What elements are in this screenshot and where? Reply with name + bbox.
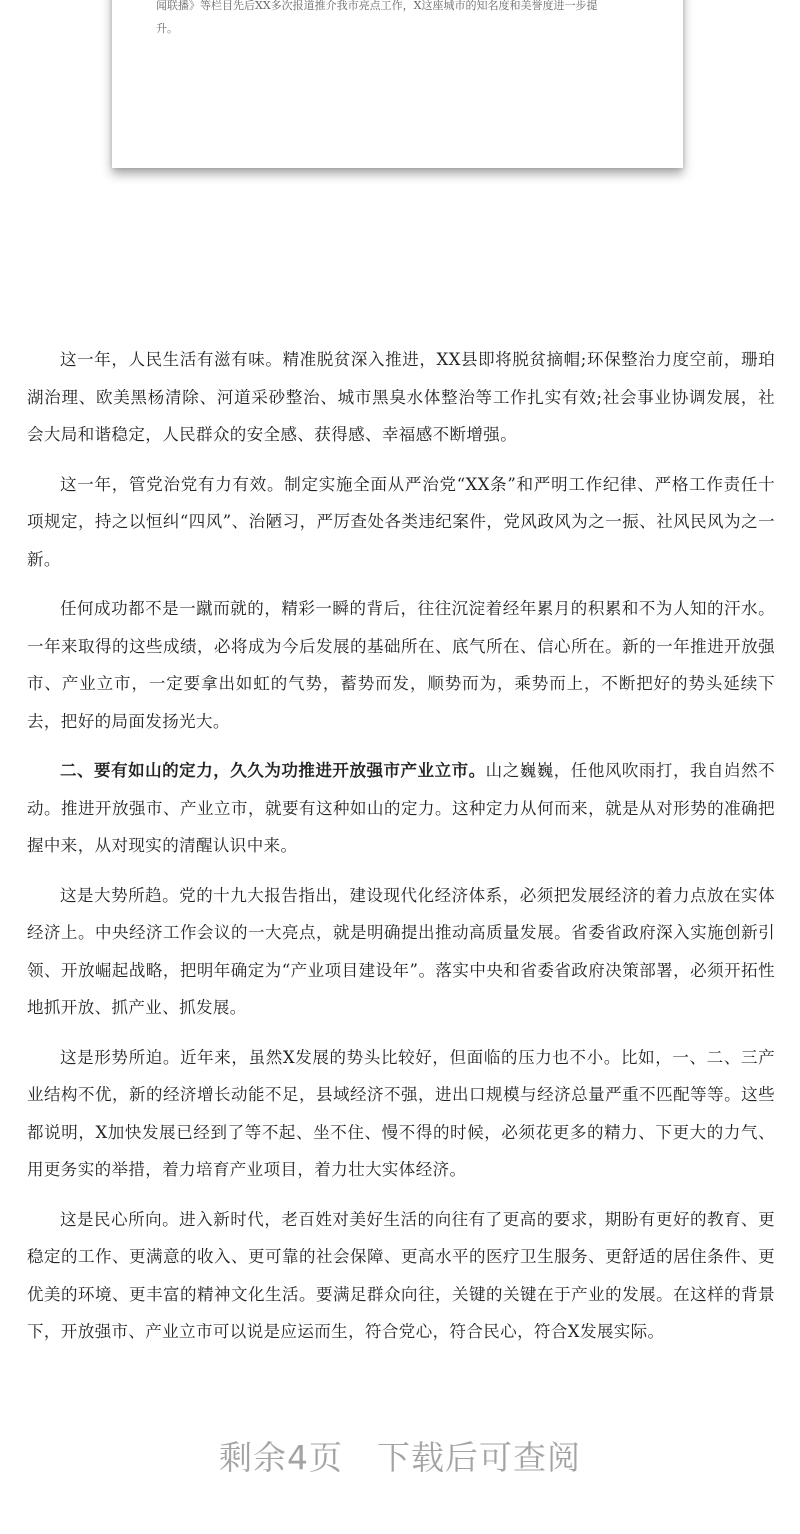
paragraph: 这是民心所向。进入新时代，老百姓对美好生活的向往有了更高的要求，期盼有更好的教育、更稳定的工作、更满意的收入、更可靠的社会保障、更高水平的医疗卫生服务、更舒适的居住条件、更优美的环境、更丰富的精神文化生活。要满足群众向往，关键的关键在于产业的发展。在这样的背景下，开放强市、产业立市可以说是应运而生，符合党心，符合民心，符合X发展实际。	[27, 1209, 775, 1341]
paragraph: 这一年，人民生活有滋有味。精准脱贫深入推进，XX县即将脱贫摘帽;环保整治力度空前，珊珀湖治理、欧美黑杨清除、河道采砂整治、城市黑臭水体整治等工作扎实有效;社会事业协调发展，社会大局和谐稳定，人民群众的安全感、获得感、幸福感不断增强。	[27, 350, 775, 444]
paragraph: 这是大势所趋。党的十九大报告指出，建设现代化经济体系，必须把发展经济的着力点放在实体经济上。中央经济工作会议的一大亮点，就是明确提出推动高质量发展。省委省政府深入实施创新引领、开放崛起战略，把明年确定为“产业项目建设年”。落实中央和省委省政府决策部署，必须开拓性地抓开放、抓产业、抓发展。	[27, 885, 775, 1017]
paragraph: 任何成功都不是一蹴而就的，精彩一瞬的背后，往往沉淀着经年累月的积累和不为人知的汗水。一年来取得的这些成绩，必将成为今后发展的基础所在、底气所在、信心所在。新的一年推进开放强市、产业立市，一定要拿出如虹的气势，蓄势而发，顺势而为，乘势而上，不断把好的势头延续下去，把好的局面发扬光大。	[27, 599, 775, 731]
preview-line-1: 闻联播》等栏目先后XX多次报道推介我市亮点工作，X这座城市的知名度和美誉度进一步提	[156, 0, 598, 12]
download-to-view-label: 下载后可查阅	[377, 1438, 581, 1477]
preview-page-card	[112, 0, 683, 168]
section-heading: 二、要有如山的定力，久久为功推进开放强市产业立市。	[60, 761, 486, 780]
download-prompt[interactable]	[0, 1432, 800, 1479]
remaining-pages-label: 剩余4页	[219, 1438, 343, 1477]
paragraph: 这一年，管党治党有力有效。制定实施全面从严治党“XX条”和严明工作纪律、严格工作责任十项规定，持之以恒纠“四风”、治陋习，严厉查处各类违纪案件，党风政风为之一振、社风民风为之一新。	[27, 474, 775, 569]
section-heading-paragraph: 二、要有如山的定力，久久为功推进开放强市产业立市。山之巍巍，任他风吹雨打，我自岿然不动。推进开放强市、产业立市，就要有这种如山的定力。这种定力从何而来，就是从对形势的准确把握中来，从对现实的清醒认识中来。	[27, 761, 775, 855]
preview-text	[156, 0, 656, 40]
preview-line-2: 升。	[156, 22, 178, 35]
document-body	[27, 341, 775, 1363]
paragraph: 这是形势所迫。近年来，虽然X发展的势头比较好，但面临的压力也不小。比如，一、二、三产业结构不优，新的经济增长动能不足，县域经济不强，进出口规模与经济总量严重不匹配等等。这些都说明，X加快发展已经到了等不起、坐不住、慢不得的时候，必须花更多的精力、下更大的力气、用更务实的举措，着力培育产业项目，着力壮大实体经济。	[27, 1047, 775, 1179]
